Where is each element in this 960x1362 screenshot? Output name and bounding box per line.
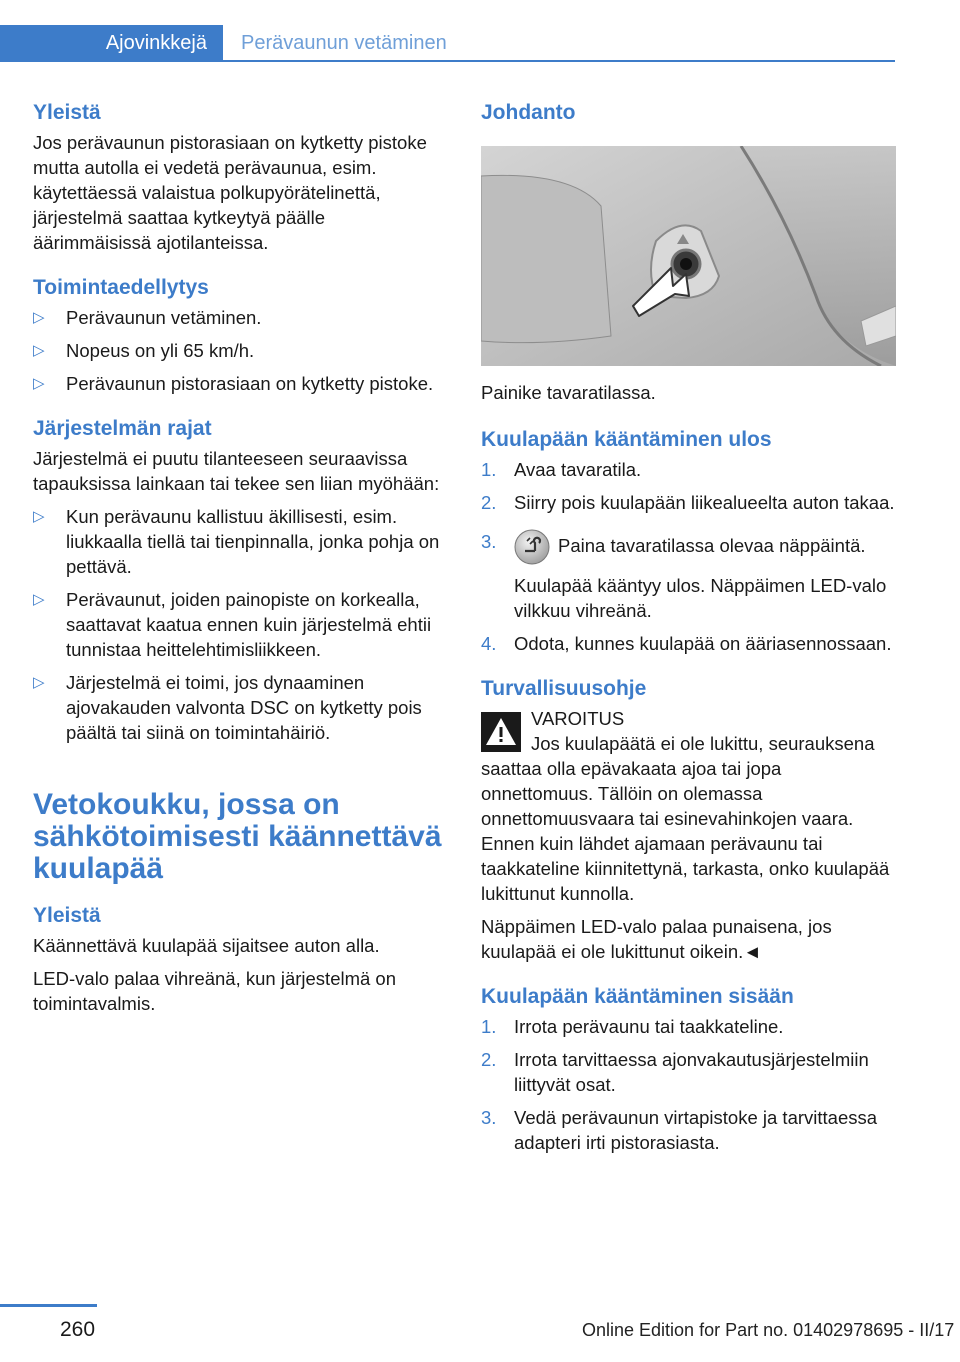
triangle-bullet-icon: ▷ [33, 508, 45, 525]
list-item: 1. Avaa tavaratila. [481, 459, 642, 480]
list-item: 2. Siirry pois kuulapään liikealueelta auton takaa. [481, 492, 895, 513]
paragraph: LED-valo palaa vihreänä, kun järjestelmä on toimintavalmis. [33, 968, 397, 1014]
section-title-johdanto: Johdanto [481, 101, 576, 124]
trunk-button-photo [481, 146, 896, 366]
warning-label: VAROITUS [531, 708, 625, 729]
tab-peravaunun-vetaminen[interactable]: Perävaunun vetäminen [241, 32, 447, 54]
footer-divider [0, 1304, 97, 1307]
tab-ajovinkkeja[interactable]: Ajovinkkejä [0, 25, 223, 62]
step-result: Kuulapää kääntyy ulos. Näppäimen LED-valo vilkkuu vihreänä. [514, 575, 887, 621]
triangle-bullet-icon: ▷ [33, 674, 45, 691]
section-title-jarjestelman-rajat: Järjestelmän rajat [33, 417, 212, 440]
list-item: ▷ Järjestelmä ei toimi, jos dynaaminen ajovakauden valvonta DSC on kytketty pois päältä tai siinä on toimintahäiriö. [33, 672, 422, 743]
bullet-list [33, 305, 448, 396]
list-item: ▷ Perävaunun vetäminen. [33, 307, 262, 328]
triangle-bullet-icon: ▷ [33, 309, 45, 326]
section-title-yleista-2: Yleistä [33, 904, 101, 927]
paragraph: Järjestelmä ei puutu tilanteeseen seuraavissa tapauksissa lainkaan tai tekee sen liian myöhään: [33, 448, 440, 494]
section-title-toimintaedellytys: Toimintaedellytys [33, 276, 209, 299]
list-item: ▷ Perävaunun pistorasiaan on kytketty pistoke. [33, 373, 434, 394]
paragraph: Käännettävä kuulapää sijaitsee auton alla. [33, 935, 380, 956]
section-title-yleista: Yleistä [33, 101, 101, 124]
list-item: ▷ Nopeus on yli 65 km/h. [33, 340, 255, 361]
image-caption: Painike tavaratilassa. [481, 382, 656, 403]
list-item: ▷ Kun perävaunu kallistuu äkillisesti, esim. liukkaalla tiellä tai tienpinnalla, jonka pohja on pettävä. [33, 506, 440, 577]
warning-text: Jos kuulapäätä ei ole lukittu, seurauksena saattaa olla epävakaata ajoa tai jopa onnettomuus. Tällöin on olemassa onnettomuusvaara tai esinevahinkojen vaara. Ennen kuin lähdet ajamaan perävaunu tai taakkateline kiinnitettynä, tarkasta, onko kuulapää lukittunut kunnolla. [481, 733, 890, 904]
list-item: 3. Paina tavaratilassa olevaa näppäintä. Kuulapää kääntyy ulos. Näppäimen LED-valo vilkkuu vihreänä. [481, 529, 896, 623]
warning-text-2: Näppäimen LED-valo palaa punaisena, jos kuulapää ei ole lukittunut oikein.◄ [481, 916, 832, 962]
list-item: 1. Irrota perävaunu tai taakkateline. [481, 1016, 784, 1037]
header-divider [0, 60, 895, 62]
paragraph: Jos perävaunun pistorasiaan on kytketty pistoke mutta autolla ei vedetä perävaunua, esim. käytettäessä valaistua polkupyörätelinettä, järjestelmä saattaa kytkeytyä päälle äärimmäisissä ajotilanteissa. [33, 132, 427, 253]
list-item: 3. Vedä perävaunun virtapistoke ja tarvittaessa adapteri irti pistorasiasta. [481, 1107, 878, 1153]
warning-triangle-icon [481, 712, 521, 752]
section-title-turvallisuusohje: Turvallisuusohje [481, 677, 647, 700]
header-tabbar [0, 25, 895, 62]
triangle-bullet-icon: ▷ [33, 342, 45, 359]
triangle-bullet-icon: ▷ [33, 375, 45, 392]
numbered-list [481, 1014, 896, 1155]
chapter-title: Vetokoukku, jossa on sähkötoimisesti käännettävä kuulapää [33, 788, 442, 885]
bullet-list [33, 504, 448, 745]
warning-box [481, 706, 896, 731]
list-item: ▷ Perävaunut, joiden painopiste on korkealla, saattavat kaatua ennen kuin järjestelmä ehtii tunnistaa heittelehtimisliikkeen. [33, 589, 432, 660]
page-number: 260 [60, 1318, 96, 1341]
section-title-kaantaminen-ulos: Kuulapään kääntäminen ulos [481, 428, 772, 451]
section-title-kaantaminen-sisaan: Kuulapään kääntäminen sisään [481, 985, 794, 1008]
numbered-list [481, 457, 896, 656]
right-column [481, 100, 896, 1163]
list-item: 2. Irrota tarvittaessa ajonvakautusjärjestelmiin liittyvät osat. [481, 1049, 869, 1095]
towbar-button-icon [514, 529, 550, 565]
edition-label: Online Edition for Part no. 01402978695 - II/17 [582, 1320, 955, 1340]
triangle-bullet-icon: ▷ [33, 591, 45, 608]
list-item: 4. Odota, kunnes kuulapää on ääriasennossaan. [481, 633, 892, 654]
left-column [33, 100, 448, 1024]
